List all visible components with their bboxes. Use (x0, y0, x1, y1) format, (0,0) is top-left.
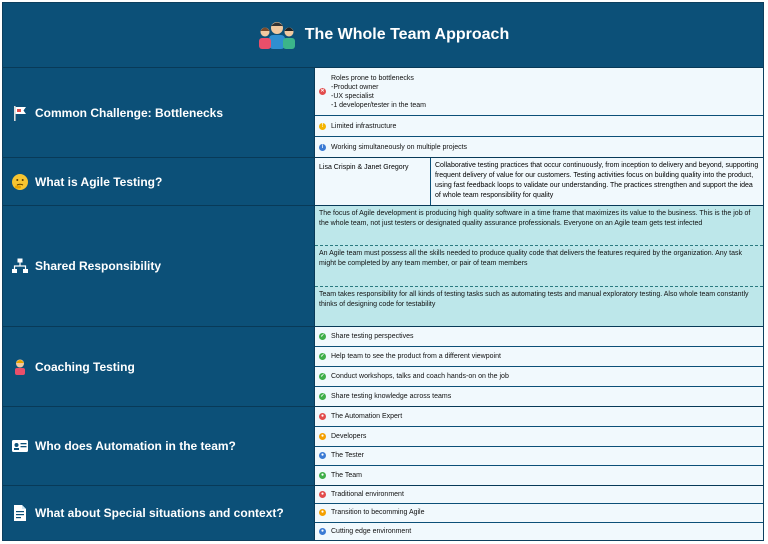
list-item: ✓ Share testing perspectives (315, 327, 763, 347)
page-title: The Whole Team Approach (304, 26, 510, 43)
row-agile-testing (3, 157, 763, 205)
person-dot-icon: ● (320, 472, 325, 479)
responsibility-paragraph: The focus of Agile development is producing high quality software in a time frame that maximizes its value to the business. This is the job of the whole team, not just testers or designated quality assurance professionals. Everyone on an Agile team gets test infected (315, 206, 763, 246)
list-item: ● The Tester (315, 447, 763, 467)
list-item: ● Developers (315, 427, 763, 447)
row-heading: Who does Automation in the team? (3, 407, 314, 485)
bottleneck-roles: Roles prone to bottlenecks -Product owner -UX specialist -1 developer/tester in the team (331, 74, 426, 109)
context-dot-icon: ● (320, 491, 325, 498)
network-icon (11, 257, 29, 275)
row-cells (314, 158, 763, 205)
flag-icon (11, 104, 29, 122)
list-item: ● Transition to becomming Agile (315, 504, 763, 522)
list-item: ● The Team (315, 466, 763, 485)
thinking-face-icon (11, 173, 29, 191)
row-cells (314, 206, 763, 326)
person-dot-icon: ● (320, 412, 325, 419)
row-cells (314, 327, 763, 406)
list-item: ● Traditional environment (315, 486, 763, 504)
coach-icon (11, 358, 29, 376)
row-cells (314, 407, 763, 485)
row-coaching-testing (3, 326, 763, 406)
context-dot-icon: ● (320, 527, 325, 534)
check-dot-icon: ✓ (320, 393, 325, 399)
id-card-icon (11, 437, 29, 455)
row-cells (314, 68, 763, 157)
check-dot-icon: ✓ (320, 353, 325, 359)
list-item: ✓ Help team to see the product from a different viewpoint (315, 347, 763, 367)
responsibility-paragraph: Team takes responsibility for all kinds of testing tasks such as automating tests and manual exploratory testing. Also whole team constantly thinks of designing code for testability (315, 287, 763, 326)
row-heading: What is Agile Testing? (3, 158, 314, 205)
team-icon (257, 19, 297, 51)
check-dot-icon: ✓ (320, 373, 325, 379)
check-dot-icon: ✓ (320, 333, 325, 339)
list-item (315, 68, 763, 116)
page-header (3, 3, 763, 68)
person-dot-icon: ● (320, 452, 325, 459)
list-item: ✓ Share testing knowledge across teams (315, 387, 763, 406)
row-heading: Shared Responsibility (3, 206, 314, 326)
authors-cell: Lisa Crispin & Janet Gregory (315, 158, 431, 205)
person-dot-icon: ● (320, 432, 325, 439)
row-heading: What about Special situations and context? (3, 486, 314, 540)
list-item: ● Cutting edge environment (315, 523, 763, 540)
row-heading: Coaching Testing (3, 327, 314, 406)
row-heading: Common Challenge: Bottlenecks (3, 68, 314, 157)
row-special-situations (3, 485, 763, 540)
warning-dot-icon: ! (319, 123, 326, 130)
responsibility-paragraph: An Agile team must possess all the skills needed to produce quality code that delivers the features required by the organization. Any task might be completed by any team member, or pair of team members (315, 246, 763, 286)
info-dot-icon: i (319, 144, 326, 151)
list-item: i Working simultaneously on multiple projects (315, 137, 763, 157)
list-item: ! Limited infrastructure (315, 116, 763, 137)
context-dot-icon: ● (320, 509, 325, 516)
document-icon (11, 504, 29, 522)
row-shared-responsibility (3, 205, 763, 326)
list-item: ✓ Conduct workshops, talks and coach hands-on on the job (315, 367, 763, 387)
row-automation (3, 406, 763, 485)
diagram-board (2, 2, 764, 541)
error-dot-icon: ✕ (320, 88, 325, 95)
definition-cell: Collaborative testing practices that occur continuously, from inception to delivery and beyond, supporting frequent delivery of value for our customers. Testing activities focus on building quality into the product, using fast feedback loops to validate our understanding. The practices strengthen and support the idea of whole team responsibility for quality (435, 162, 759, 199)
list-item: ● The Automation Expert (315, 407, 763, 427)
row-common-challenge (3, 67, 763, 157)
row-cells (314, 486, 763, 540)
